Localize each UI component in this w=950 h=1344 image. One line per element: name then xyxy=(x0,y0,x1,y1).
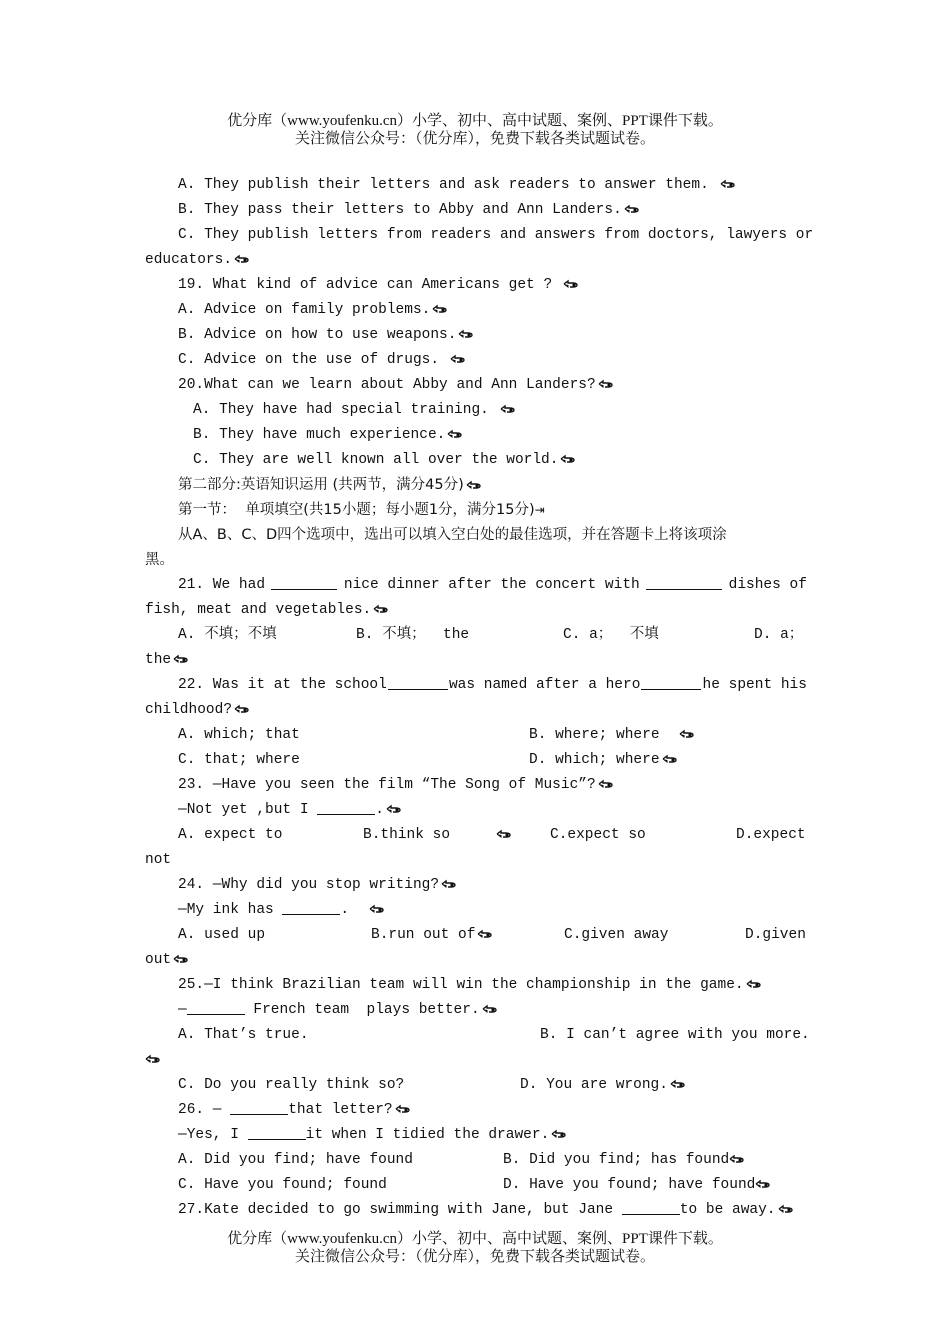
q23-stem: 23. —Have you seen the film “The Song of Music”? xyxy=(145,773,807,798)
return-arrow-icon xyxy=(551,1129,567,1139)
answer-blank xyxy=(187,998,245,1015)
page-footer xyxy=(0,1230,950,1266)
q24-reply: —My ink has . xyxy=(145,898,807,923)
return-arrow-icon xyxy=(447,429,463,439)
answer-blank xyxy=(282,898,340,915)
return-arrow-icon xyxy=(720,179,736,189)
q25-options-ab xyxy=(145,1023,810,1048)
q23-option-d-cont: not xyxy=(145,852,172,868)
page-header xyxy=(0,112,950,148)
footer-line-1: 优分库（www.youfenku.cn）小学、初中、高中试题、案例、PPT课件下载。 xyxy=(227,1231,723,1247)
q18-option-a: A. They publish their letters and ask readers to answer them. xyxy=(145,173,807,198)
q22-option-a: A. which; that xyxy=(178,727,300,743)
q21-options xyxy=(145,623,807,648)
q21-option-d-cont: the xyxy=(145,648,807,673)
q18-option-b: B. They pass their letters to Abby and Ann Landers. xyxy=(145,198,807,223)
q19-stem: 19. What kind of advice can Americans get ? xyxy=(145,273,807,298)
q25-stem: 25.—I think Brazilian team will win the championship in the game. xyxy=(145,973,807,998)
return-arrow-icon xyxy=(662,754,678,764)
q21-stem-cont: fish, meat and vegetables. xyxy=(145,598,807,623)
q24-options xyxy=(145,923,807,948)
return-arrow-icon xyxy=(234,704,250,714)
return-arrow-icon xyxy=(560,454,576,464)
q20-stem: 20.What can we learn about Abby and Ann Landers? xyxy=(145,373,807,398)
answer-blank xyxy=(248,1123,306,1140)
q23-option-b: B.think so xyxy=(363,823,512,848)
q25-option-d: D. You are wrong. xyxy=(520,1073,686,1098)
return-arrow-icon xyxy=(500,404,516,414)
q24-option-a: A. used up xyxy=(178,927,266,943)
q24-stem: 24. —Why did you stop writing? xyxy=(145,873,807,898)
q20-option-c: C. They are well known all over the world. xyxy=(145,448,807,473)
q19-option-b: B. Advice on how to use weapons. xyxy=(145,323,807,348)
answer-blank xyxy=(271,573,337,590)
q26-options-cd xyxy=(145,1173,807,1198)
q21-stem: 21. We had nice dinner after the concert with dishes of xyxy=(145,573,807,598)
q22-options-cd xyxy=(145,748,807,773)
q20-option-b: B. They have much experience. xyxy=(145,423,807,448)
answer-blank xyxy=(622,1198,680,1215)
answer-blank xyxy=(646,573,722,590)
return-arrow-icon xyxy=(234,254,250,264)
return-arrow-icon xyxy=(482,1004,498,1014)
return-arrow-icon xyxy=(395,1104,411,1114)
q22-options-ab xyxy=(145,723,807,748)
answer-blank xyxy=(388,673,448,690)
q22-option-b: B. where; where xyxy=(529,723,695,748)
return-arrow-icon xyxy=(778,1204,794,1214)
return-arrow-icon xyxy=(386,804,402,814)
return-arrow-icon xyxy=(458,329,474,339)
q23-reply: —Not yet ,but I . xyxy=(145,798,807,823)
answer-blank xyxy=(230,1098,288,1115)
return-arrow-icon xyxy=(450,354,466,364)
q26-option-b: B. Did you find; has found xyxy=(503,1148,745,1173)
return-arrow-icon xyxy=(563,279,579,289)
return-arrow-icon xyxy=(729,1154,745,1164)
return-arrow-icon xyxy=(598,379,614,389)
q23-options xyxy=(145,823,807,848)
q27-stem: 27.Kate decided to go swimming with Jane, but Jane to be away. xyxy=(145,1198,807,1223)
q22-stem-cont: childhood? xyxy=(145,698,807,723)
q26-reply: —Yes, I it when I tidied the drawer. xyxy=(145,1123,807,1148)
q20-option-a: A. They have had special training. xyxy=(145,398,807,423)
return-arrow-icon xyxy=(466,480,482,490)
q21-option-a: A. 不填；不填 xyxy=(178,627,277,643)
q19-option-a: A. Advice on family problems. xyxy=(145,298,807,323)
footer-line-2: 关注微信公众号：（优分库），免费下载各类试题试卷。 xyxy=(294,1249,655,1265)
return-arrow-icon xyxy=(145,1054,161,1064)
q24-option-d-cont: out xyxy=(145,948,807,973)
q24-option-c: C.given away xyxy=(564,927,669,943)
return-arrow-icon xyxy=(432,304,448,314)
return-arrow-icon xyxy=(369,904,385,914)
q26-option-a: A. Did you find; have found xyxy=(178,1152,413,1168)
q26-options-ab xyxy=(145,1148,807,1173)
section1-title: 第一节： 单项填空(共15小题；每小题1分，满分15分)⇥ xyxy=(178,502,545,518)
return-arrow-icon xyxy=(173,654,189,664)
section1-instruction: 从A、B、C、D四个选项中，选出可以填入空白处的最佳选项，并在答题卡上将该项涂 xyxy=(178,527,727,543)
return-arrow-icon xyxy=(173,954,189,964)
return-arrow-icon xyxy=(670,1079,686,1089)
q18-option-c-cont: educators. xyxy=(145,248,807,273)
part2-title: 第二部分:英语知识运用 (共两节，满分45分) xyxy=(145,473,807,498)
header-line-2: 关注微信公众号：（优分库），免费下载各类试题试卷。 xyxy=(294,131,655,147)
exam-content xyxy=(145,173,814,1223)
q23-option-a: A. expect to xyxy=(178,827,283,843)
q21-option-b: B. 不填； the xyxy=(356,627,470,643)
q22-option-d: D. which; where xyxy=(529,748,678,773)
return-arrow-icon xyxy=(598,779,614,789)
q18-option-c: C. They publish letters from readers and answers from doctors, lawyers or xyxy=(178,227,814,243)
return-arrow-icon xyxy=(373,604,389,614)
q23-option-d: D.expect xyxy=(736,827,806,843)
header-line-1: 优分库（www.youfenku.cn）小学、初中、高中试题、案例、PPT课件下载。 xyxy=(227,113,723,129)
q22-stem: 22. Was it at the school was named after a hero he spent his xyxy=(145,673,807,698)
q24-option-d: D.given xyxy=(745,927,806,943)
q19-option-c: C. Advice on the use of drugs. xyxy=(145,348,807,373)
q22-option-c: C. that; where xyxy=(178,752,300,768)
return-arrow-icon xyxy=(746,979,762,989)
q25-option-b-cont xyxy=(145,1048,807,1073)
q25-option-c: C. Do you really think so? xyxy=(178,1077,405,1093)
answer-blank xyxy=(641,673,701,690)
return-arrow-icon xyxy=(441,879,457,889)
return-arrow-icon xyxy=(477,929,493,939)
q23-option-c: C.expect so xyxy=(550,827,646,843)
return-arrow-icon xyxy=(755,1179,771,1189)
q26-option-c: C. Have you found; found xyxy=(178,1177,387,1193)
q26-stem: 26. — that letter? xyxy=(145,1098,807,1123)
q24-option-b: B.run out of xyxy=(371,923,493,948)
q25-option-b: B. I can’t agree with you more. xyxy=(540,1027,810,1043)
q21-option-c: C. a； 不填 xyxy=(563,627,659,643)
q21-option-d: D. a； xyxy=(754,627,804,643)
q25-option-a: A. That’s true. xyxy=(178,1027,309,1043)
q26-option-d: D. Have you found; have found xyxy=(503,1173,771,1198)
q25-options-cd xyxy=(145,1073,807,1098)
q25-reply: — French team plays better. xyxy=(145,998,807,1023)
line-end-icon: ⇥ xyxy=(534,503,545,517)
section1-instruction-cont: 黑。 xyxy=(145,552,174,568)
return-arrow-icon xyxy=(679,729,695,739)
return-arrow-icon xyxy=(624,204,640,214)
answer-blank xyxy=(317,798,375,815)
return-arrow-icon xyxy=(496,829,512,839)
